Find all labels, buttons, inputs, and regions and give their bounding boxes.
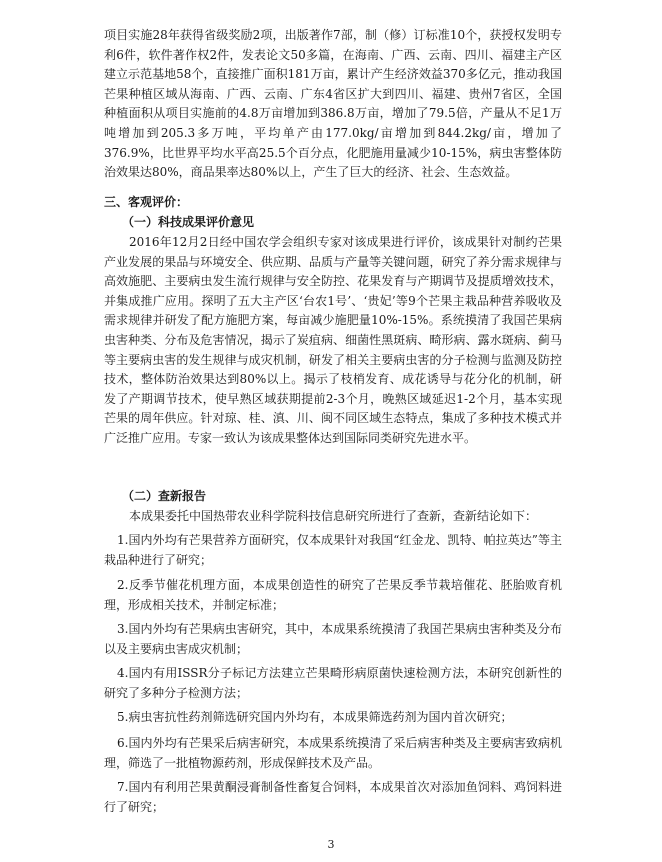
- subsection-evaluation-heading: （一）科技成果评价意见: [122, 215, 255, 229]
- list-item: 5.病虫害抗性药剂筛选研究国内外均有，本成果筛选药剂为国内首次研究；: [117, 710, 513, 724]
- intro-paragraph: 项目实施28年获得省级奖励2项，出版著作7部，制（修）订标准10个，获授权发明专利6件，软件著作权2件，发表论文50多篇，在海南、广西、云南、四川、福建主产区建立示范基地58个，直接推广面积181万亩，累计产生经济效益370多亿元，推动我国芒果种植区域从海南、广西、云南、广东4省区扩大到四川、福建、贵州7省区，全国种植面积从项目实施前的4.8万亩增加到386.8万亩，增加了79.5倍，产量从不足1万吨增加到205.3多万吨，平均单产由177.0kg/亩增加到844.2kg/亩，增加了376.9%，比世界平均水平高25.5个百分点，化肥施用量减少10-15%，病虫害整体防治效果达80%，商品果率达80%以上，产生了巨大的经济、社会、生态效益。: [104, 28, 562, 180]
- page-number: 3: [327, 838, 335, 851]
- list-item: 3.国内外均有芒果病虫害研究，其中，本成果系统摸清了我国芒果病虫害种类及分布以及主要病虫害成灾机制；: [104, 622, 562, 656]
- section-objective-evaluation-heading: 三、客观评价：: [104, 195, 189, 209]
- novelty-search-intro: 本成果委托中国热带农业科学院科技信息研究所进行了查新，查新结论如下：: [129, 509, 538, 523]
- list-item: 2.反季节催花机理方面，本成果创造性的研究了芒果反季节栽培催花、胚胎败育机理，形成相关技术，并制定标准；: [104, 578, 562, 612]
- list-item: 7.国内有利用芒果黄酮浸膏制备性畜复合饲料，本成果首次对添加鱼饲料、鸡饲料进行了研究；: [104, 780, 562, 814]
- list-item: 6.国内外均有芒果采后病害研究，本成果系统摸清了采后病害种类及主要病害致病机理，筛选了一批植物源药剂，形成保鲜技术及产品。: [104, 736, 562, 770]
- list-item: 4.国内有用ISSR分子标记方法建立芒果畸形病原菌快速检测方法，本研究创新性的研究了多种分子检测方法；: [104, 666, 562, 700]
- evaluation-paragraph: 2016年12月2日经中国农学会组织专家对该成果进行评价，该成果针对制约芒果产业发展的果品与环境安全、供应期、品质与产量等关键问题，研究了养分需求规律与高效施肥、主要病虫发生流行规律与安全防控、花果发育与产期调节及提质增效技术，并集成推广应用。探明了五大主产区‘台农1号’、‘贵妃’等9个芒果主栽品种营养吸收及需求规律并研发了配方施肥方案，每亩减少施肥量10%-15%。系统摸清了我国芒果病虫害种类、分布及危害情况，揭示了炭疽病、细菌性黑斑病、畸形病、露水斑病、蓟马等主要病虫害的发生规律与成灾机制，研发了相关主要病虫害的分子检测与监测及防控技术，整体防治效果达到80%以上。揭示了枝梢发育、成花诱导与花分化的机制，研发了产期调节技术，使早熟区域获期提前2-3个月，晚熟区域延迟1-2个月，基本实现芒果的周年供应。针对琼、桂、滇、川、闽不同区域生态特点，集成了多种技术模式并广泛推广应用。专家一致认为该成果整体达到国际同类研究先进水平。: [104, 235, 562, 445]
- list-item: 1.国内外均有芒果营养方面研究，仅本成果针对我国“红金龙、凯特、帕拉英达”等主栽品种进行了研究；: [104, 533, 562, 567]
- subsection-novelty-search-heading: （二）查新报告: [122, 489, 207, 503]
